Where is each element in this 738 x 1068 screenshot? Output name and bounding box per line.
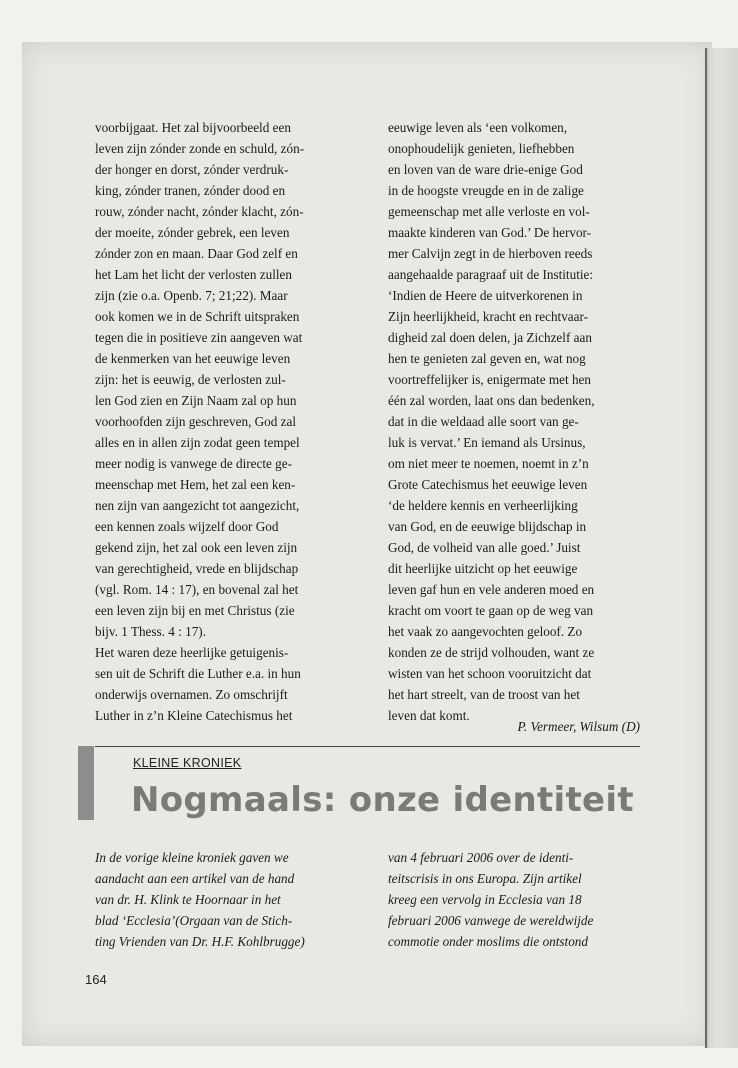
section-label: KLEINE KRONIEK [133, 756, 242, 770]
text-line: Zijn heerlijkheid, kracht en rechtvaar- [388, 309, 589, 324]
intro-right-column [388, 847, 650, 952]
text-line: maakte kinderen van God.’ De hervor- [388, 225, 592, 240]
text-line: king, zónder tranen, zónder dood en [95, 183, 286, 198]
text-line: voortreffelijker is, enigermate met hen [388, 372, 591, 387]
text-line: wisten van het schoon vooruitzicht dat [388, 666, 592, 681]
intro-line: van dr. H. Klink te Hoornaar in het [95, 892, 281, 907]
text-line: ‘Indien de Heere de uitverkorenen in [388, 288, 583, 303]
text-line: bijv. 1 Thess. 4 : 17). [95, 624, 206, 639]
intro-line: blad ‘Ecclesia’(Orgaan van de Stich- [95, 913, 293, 928]
text-line: der moeite, zónder gebrek, een leven [95, 225, 290, 240]
text-line: zijn (zie o.a. Openb. 7; 21;22). Maar [95, 288, 288, 303]
text-line: zijn: het is eeuwig, de verlosten zul- [95, 372, 286, 387]
page-number: 164 [85, 972, 107, 987]
text-line: het hart streelt, van de troost van het [388, 687, 580, 702]
text-line: sen uit de Schrift die Luther e.a. in hun [95, 666, 301, 681]
intro-line: kreeg een vervolg in Ecclesia van 18 [388, 892, 582, 907]
intro-line: van 4 februari 2006 over de identi- [388, 850, 574, 865]
text-line: aangehaalde paragraaf uit de Institutie: [388, 267, 594, 282]
text-line: voorbijgaat. Het zal bijvoorbeeld een [95, 120, 291, 135]
text-line: om niet meer te noemen, noemt in z’n [388, 456, 589, 471]
text-line: eeuwige leven als ‘een volkomen, [388, 120, 568, 135]
text-line: meenschap met Hem, het zal een ken- [95, 477, 296, 492]
text-line: onophoudelijk genieten, liefhebben [388, 141, 575, 156]
text-line: hen te genieten zal geven en, wat nog [388, 351, 586, 366]
text-line: één zal worden, laat ons dan bedenken, [388, 393, 595, 408]
intro-left-column [95, 847, 357, 952]
intro-line: In de vorige kleine kroniek gaven we [95, 850, 289, 865]
text-line: voorhoofden zijn geschreven, God zal [95, 414, 297, 429]
text-line: het vaak zo aangevochten geloof. Zo [388, 624, 583, 639]
text-line: leven dat komt. [388, 708, 470, 723]
text-line: van God, en de eeuwige blijdschap in [388, 519, 587, 534]
text-line: gekend zijn, het zal ook een leven zijn [95, 540, 298, 555]
text-line: gemeenschap met alle verloste en vol- [388, 204, 590, 219]
text-line: alles en in allen zijn zodat geen tempel [95, 435, 300, 450]
text-line: rouw, zónder nacht, zónder klacht, zón- [95, 204, 304, 219]
text-line: der honger en dorst, zónder verdruk- [95, 162, 289, 177]
section-accent-bar [78, 746, 94, 820]
text-line: digheid zal doen delen, ja Zichzelf aan [388, 330, 592, 345]
text-line: Luther in z’n Kleine Catechismus het [95, 708, 293, 723]
text-line: tegen die in positieve zin aangeven wat [95, 330, 303, 345]
section-divider [95, 746, 640, 747]
author-signature: P. Vermeer, Wilsum (D) [517, 719, 640, 734]
text-line: een kennen zoals wijzelf door God [95, 519, 279, 534]
article-left-column [95, 117, 357, 726]
text-line: Grote Catechismus het eeuwige leven [388, 477, 588, 492]
text-line: ook komen we in de Schrift uitspraken [95, 309, 300, 324]
text-line: en loven van de ware drie-enige God [388, 162, 583, 177]
next-page-edge [705, 48, 738, 1048]
intro-line: teitscrisis in ons Europa. Zijn artikel [388, 871, 582, 886]
section-title: Nogmaals: onze identiteit [131, 780, 634, 820]
intro-line: ting Vrienden van Dr. H.F. Kohlbrugge) [95, 934, 305, 949]
intro-line: aandacht aan een artikel van de hand [95, 871, 295, 886]
text-line: len God zien en Zijn Naam zal op hun [95, 393, 297, 408]
text-line: dit heerlijke uitzicht op het eeuwige [388, 561, 578, 576]
intro-line: februari 2006 vanwege de wereldwijde [388, 913, 594, 928]
text-line: de kenmerken van het eeuwige leven [95, 351, 291, 366]
text-line: kracht om voort te gaan op de weg van [388, 603, 594, 618]
text-line: konden ze de strijd volhouden, want ze [388, 645, 595, 660]
text-line: in de hoogste vreugde en in de zalige [388, 183, 584, 198]
text-line: Het waren deze heerlijke getuigenis- [95, 645, 289, 660]
text-line: ‘de heldere kennis en verheerlijking [388, 498, 578, 513]
text-line: een leven zijn bij en met Christus (zie [95, 603, 295, 618]
text-line: zónder zon en maan. Daar God zelf en [95, 246, 298, 261]
intro-line: commotie onder moslims die ontstond [388, 934, 588, 949]
binding-shadow [705, 48, 707, 1048]
article-right-column [388, 117, 650, 726]
text-line: het Lam het licht der verlosten zullen [95, 267, 293, 282]
text-line: (vgl. Rom. 14 : 17), en bovenal zal het [95, 582, 299, 597]
text-line: leven gaf hun en vele anderen moed en [388, 582, 595, 597]
text-line: onderwijs overnamen. Zo omschrijft [95, 687, 288, 702]
text-line: luk is vervat.’ En iemand als Ursinus, [388, 435, 586, 450]
text-line: dat in die weldaad alle soort van ge- [388, 414, 579, 429]
text-line: leven zijn zónder zonde en schuld, zón- [95, 141, 305, 156]
text-line: God, de volheid van alle goed.’ Juist [388, 540, 581, 555]
text-line: meer nodig is vanwege de directe ge- [95, 456, 292, 471]
text-line: nen zijn van aangezicht tot aangezicht, [95, 498, 300, 513]
text-line: mer Calvijn zegt in de hierboven reeds [388, 246, 593, 261]
text-line: van gerechtigheid, vrede en blijdschap [95, 561, 299, 576]
